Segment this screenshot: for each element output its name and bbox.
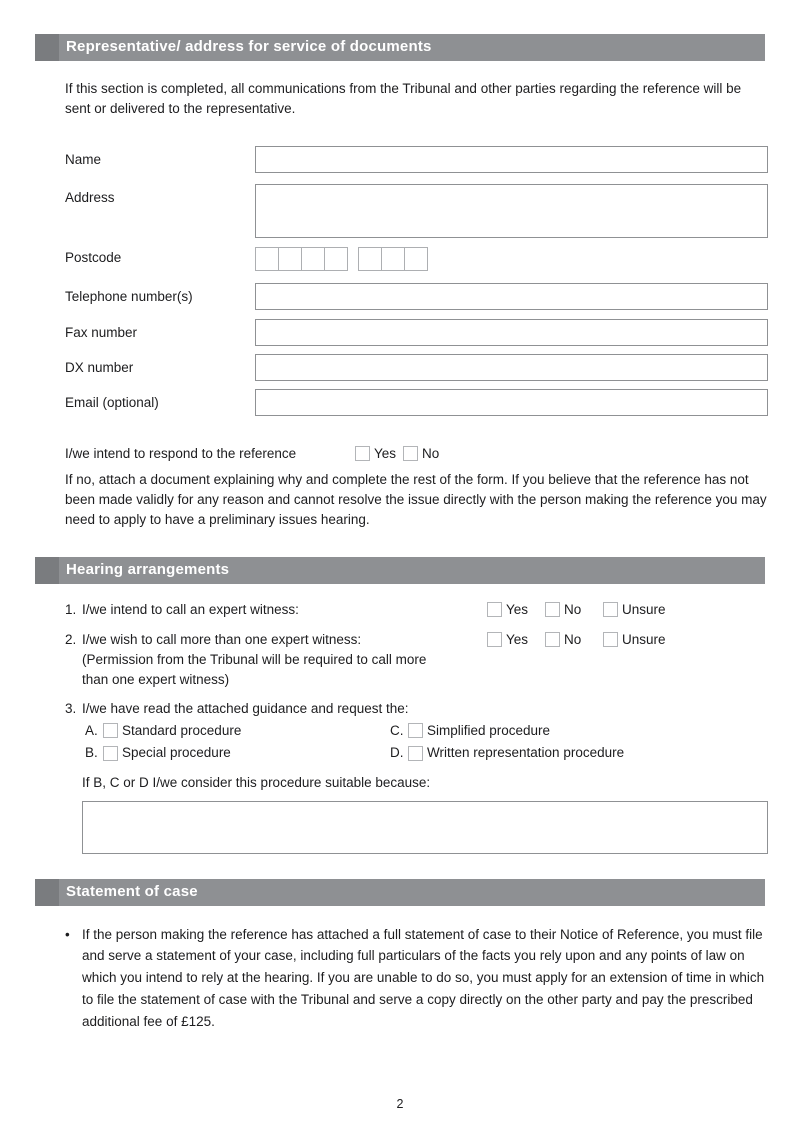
fax-label: Fax number [65,324,138,340]
q3-text: I/we have read the attached guidance and request the: [82,700,409,716]
page-number: 2 [396,1097,404,1112]
procedure-row-2 [82,743,768,763]
representative-intro-text: If this section is completed, all communications from the Tribunal and other parties regarding the reference will be sent or delivered to the representative. [65,81,742,117]
statement-bullet-item [65,924,768,1033]
procedure-c-checkbox[interactable] [408,723,423,738]
hearing-question-3 [65,699,768,854]
q2-options [487,630,666,650]
postcode-row [65,247,768,271]
postcode-cells [255,247,427,271]
respond-note-text: If no, attach a document explaining why and complete the rest of the form. If you believe that the reference has not been made validly for any reason and cannot resolve the issue directly with the person making the reference you may need to apply to have a preliminary issues hearing. [65,471,767,528]
representative-form [65,146,768,416]
statement-text: If the person making the reference has attached a full statement of case to their Notice of Reference, you must file and serve a statement of your case, including full particulars of the facts you rely upon and any points of law on which you intend to rely at the hearing. If you are unable to do so, you must apply for an extension of time in which to file the statement of case with the Tribunal and serve a copy directly on the other party and pay the prescribed additional fee of £125. [82,926,765,1029]
respond-question-row [65,444,768,464]
section-header-representative [35,34,765,61]
q1-unsure-checkbox[interactable] [603,602,618,617]
section-title-statement: Statement of case [66,882,198,900]
postcode-cell-3[interactable] [301,247,325,271]
q1-number: 1. [65,601,77,617]
section-header-accent [35,557,59,584]
fax-input[interactable] [255,319,768,346]
procedure-a-checkbox[interactable] [103,723,118,738]
address-label: Address [65,189,115,205]
telephone-input[interactable] [255,283,768,310]
section-header-accent [35,879,59,906]
respond-question: I/we intend to respond to the reference [65,445,297,461]
procedure-option-a [85,721,390,741]
respond-yes-label: Yes [374,445,397,461]
procedure-b-letter: B. [85,745,98,760]
respond-no-label: No [422,445,440,461]
respond-yes-checkbox[interactable] [355,446,370,461]
respond-no-checkbox[interactable] [403,446,418,461]
name-label: Name [65,151,102,167]
q2-unsure-label: Unsure [622,631,666,647]
q2-no-checkbox[interactable] [545,632,560,647]
fax-row [65,319,768,346]
q1-no-label: No [564,601,582,617]
email-row [65,389,768,416]
section-header-statement [35,879,765,906]
address-input[interactable] [255,184,768,238]
procedure-a-letter: A. [85,722,98,738]
dx-label: DX number [65,359,134,375]
q2-no-label: No [564,631,582,647]
procedure-c-letter: C. [390,722,404,738]
postcode-cell-5[interactable] [358,247,382,271]
q1-yes-checkbox[interactable] [487,602,502,617]
procedure-row-1 [82,721,768,741]
address-row [65,184,768,238]
procedure-option-b [85,743,390,763]
procedure-d-label: Written representation procedure [427,745,625,760]
section-header-accent [35,34,59,61]
dx-input[interactable] [255,354,768,381]
q2-yes-label: Yes [506,631,529,647]
dx-row [65,354,768,381]
email-input[interactable] [255,389,768,416]
bullet-marker: • [65,926,70,942]
telephone-row [65,283,768,310]
hearing-question-2 [65,630,768,691]
postcode-cell-6[interactable] [381,247,405,271]
procedure-c-label: Simplified procedure [427,722,551,738]
procedure-b-label: Special procedure [122,745,231,760]
procedure-b-checkbox[interactable] [103,746,118,761]
q1-options [487,600,666,620]
section-header-hearing [35,557,765,584]
procedure-reason-prompt: If B, C or D I/we consider this procedure suitable because: [82,775,431,791]
q2-number: 2. [65,631,77,647]
hearing-question-1 [65,600,768,620]
q1-text: I/we intend to call an expert witness: [82,601,299,617]
procedure-d-letter: D. [390,745,404,760]
procedure-d-checkbox[interactable] [408,746,423,761]
q2-permission-note: (Permission from the Tribunal will be required to call more than one expert witness) [82,652,427,688]
postcode-cell-4[interactable] [324,247,348,271]
postcode-cell-2[interactable] [278,247,302,271]
q2-unsure-checkbox[interactable] [603,632,618,647]
procedure-reason-textarea[interactable] [82,801,768,854]
name-row [65,146,768,173]
procedure-option-d [390,743,624,763]
postcode-cell-1[interactable] [255,247,279,271]
procedure-option-c [390,721,550,741]
page-top-margin [0,0,800,34]
q2-text: I/we wish to call more than one expert witness: [82,631,362,647]
q2-yes-checkbox[interactable] [487,632,502,647]
name-input[interactable] [255,146,768,173]
section-title-representative: Representative/ address for service of documents [66,38,432,56]
postcode-label: Postcode [65,250,122,266]
q1-unsure-label: Unsure [622,601,666,617]
q1-no-checkbox[interactable] [545,602,560,617]
telephone-label: Telephone number(s) [65,288,193,304]
procedure-a-label: Standard procedure [122,722,242,738]
postcode-cell-7[interactable] [404,247,428,271]
email-label: Email (optional) [65,394,159,410]
q3-number: 3. [65,700,77,716]
section-title-hearing: Hearing arrangements [66,560,230,578]
q1-yes-label: Yes [506,601,529,617]
